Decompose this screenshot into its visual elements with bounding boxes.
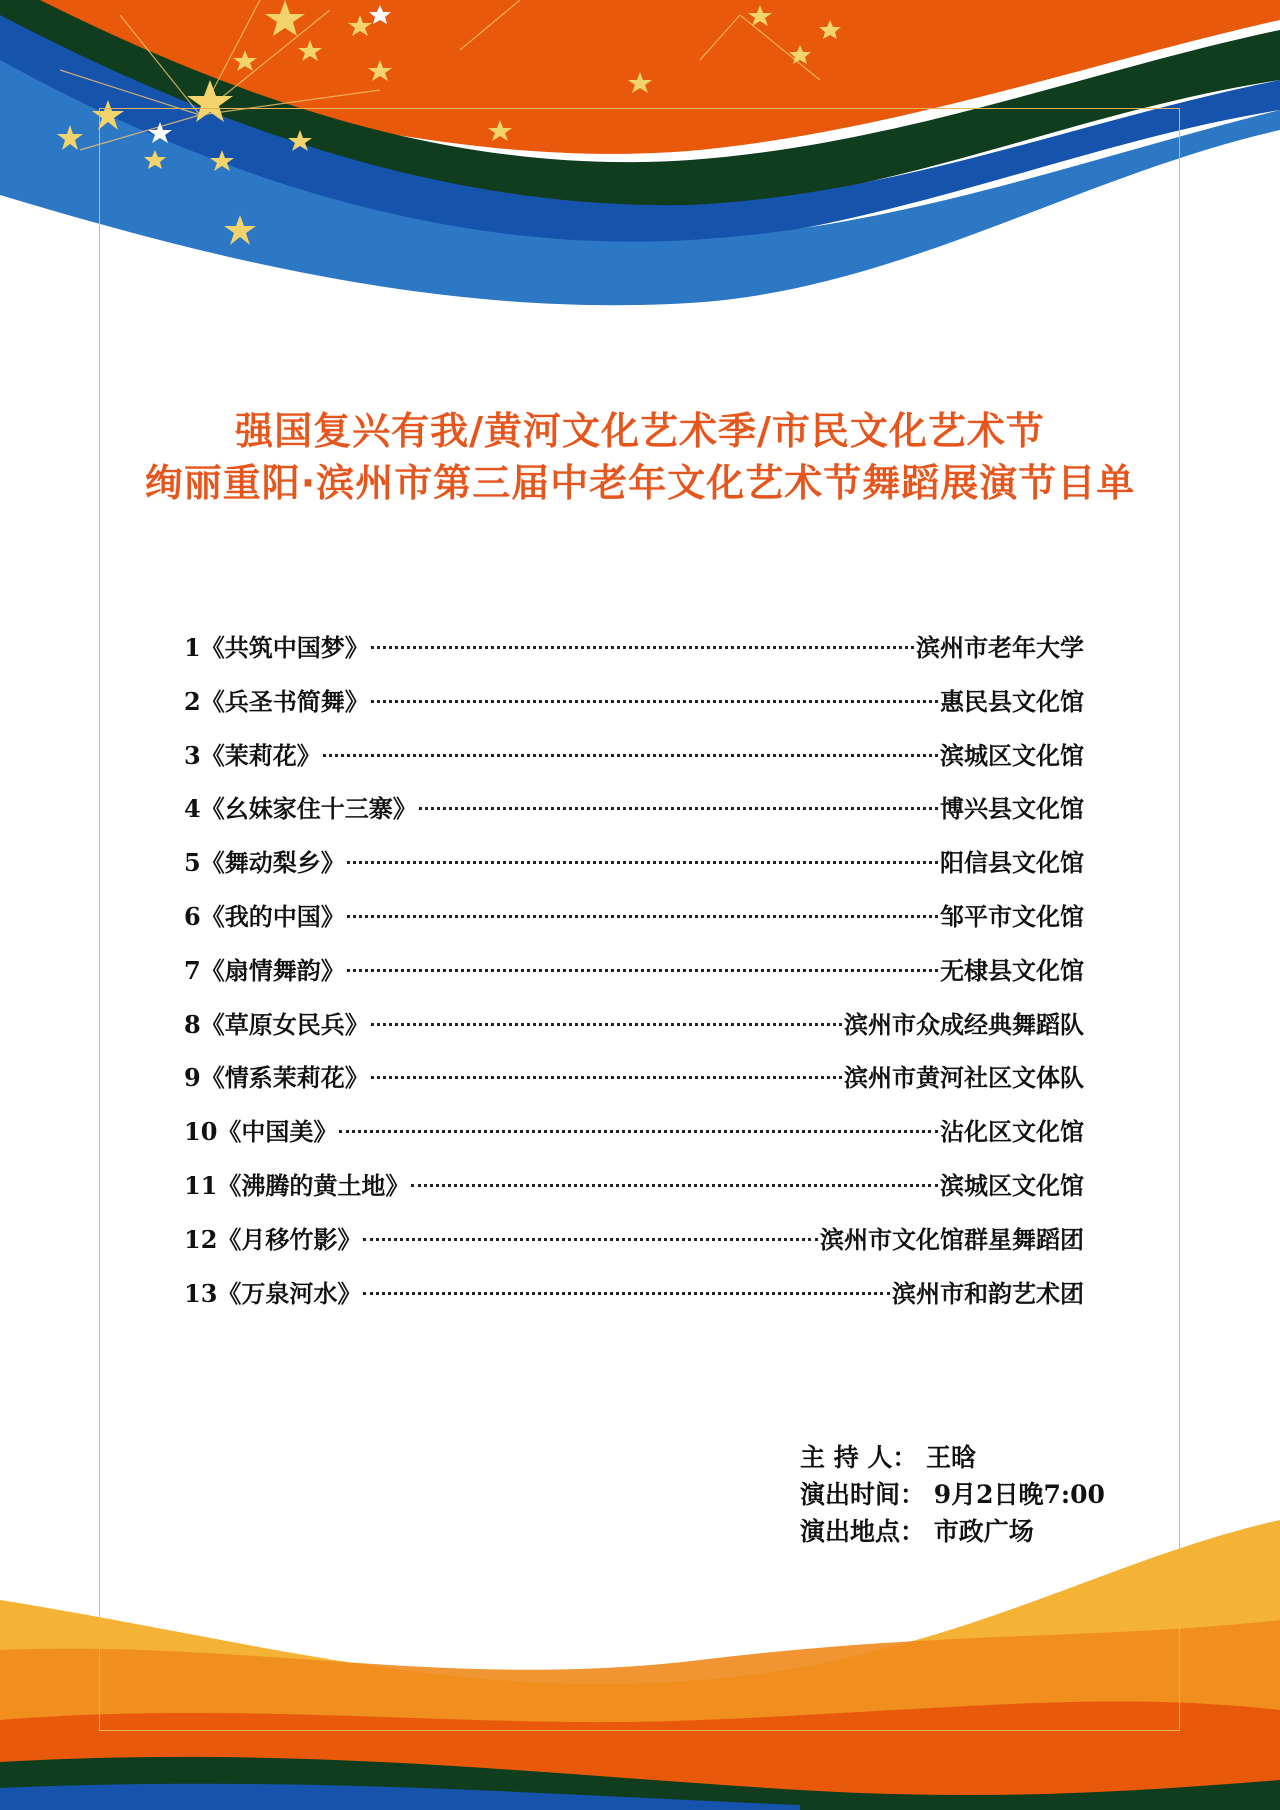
item-performer: 滨城区文化馆 xyxy=(940,1170,1084,1200)
list-item xyxy=(184,1166,1084,1220)
time-row xyxy=(800,1475,1105,1512)
item-number: 9 xyxy=(184,1063,201,1093)
dotted-leader xyxy=(411,1184,938,1187)
host-label: 主 持 人： xyxy=(800,1443,918,1472)
item-title: 《幺妹家住十三寨》 xyxy=(200,794,417,824)
item-performer: 惠民县文化馆 xyxy=(940,686,1084,716)
item-title: 《茉莉花》 xyxy=(200,740,321,770)
list-item xyxy=(184,1112,1084,1166)
item-title: 《万泉河水》 xyxy=(217,1278,362,1308)
item-title: 《共筑中国梦》 xyxy=(200,633,369,662)
list-item xyxy=(184,1220,1084,1274)
item-performer: 阳信县文化馆 xyxy=(940,848,1084,878)
list-item xyxy=(184,951,1084,1005)
item-title: 《沸腾的黄土地》 xyxy=(217,1170,410,1200)
item-performer: 博兴县文化馆 xyxy=(940,794,1084,824)
dotted-leader xyxy=(363,1238,818,1241)
dotted-leader xyxy=(371,700,938,703)
performance-info xyxy=(800,1438,1105,1549)
dotted-leader xyxy=(323,754,938,757)
item-title: 《我的中国》 xyxy=(200,901,345,931)
item-performer: 滨州市文化馆群星舞蹈团 xyxy=(820,1224,1084,1254)
item-number: 12 xyxy=(184,1224,218,1254)
item-performer: 滨州市老年大学 xyxy=(916,633,1084,662)
dotted-leader xyxy=(371,1023,842,1026)
page-title xyxy=(0,405,1280,509)
list-item xyxy=(184,897,1084,951)
time-label: 演出时间： xyxy=(800,1480,926,1509)
item-number: 7 xyxy=(184,955,201,985)
place-value: 市政广场 xyxy=(933,1517,1034,1546)
dotted-leader xyxy=(363,1292,890,1295)
item-number: 2 xyxy=(184,686,201,716)
dotted-leader xyxy=(347,969,938,972)
list-item xyxy=(184,1058,1084,1112)
dotted-leader xyxy=(339,1130,938,1133)
host-row xyxy=(800,1438,1105,1475)
item-title: 《草原女民兵》 xyxy=(200,1009,369,1039)
item-number: 4 xyxy=(184,794,201,824)
item-performer: 滨州市和韵艺术团 xyxy=(892,1278,1084,1308)
item-performer: 滨州市众成经典舞蹈队 xyxy=(844,1009,1084,1039)
program-list xyxy=(184,628,1084,1327)
item-number: 11 xyxy=(184,1170,218,1200)
item-performer: 无棣县文化馆 xyxy=(940,955,1084,985)
item-title: 《中国美》 xyxy=(217,1117,338,1147)
title-line-2: 绚丽重阳·滨州市第三届中老年文化艺术节舞蹈展演节目单 xyxy=(144,461,1136,505)
item-number: 10 xyxy=(184,1117,218,1147)
list-item xyxy=(184,682,1084,736)
item-number: 1 xyxy=(184,633,201,662)
dotted-leader xyxy=(419,807,938,810)
list-item xyxy=(184,1005,1084,1059)
place-row xyxy=(800,1512,1105,1549)
list-item xyxy=(184,628,1084,682)
time-value: 9月2日晚7:00 xyxy=(933,1480,1105,1509)
item-title: 《舞动梨乡》 xyxy=(200,848,345,878)
list-item xyxy=(184,1274,1084,1328)
item-title: 《兵圣书简舞》 xyxy=(200,686,369,716)
place-label: 演出地点： xyxy=(800,1517,926,1546)
item-number: 13 xyxy=(184,1278,218,1308)
item-number: 5 xyxy=(184,848,201,878)
dotted-leader xyxy=(347,915,938,918)
title-line-1: 强国复兴有我/黄河文化艺术季/市民文化艺术节 xyxy=(235,409,1045,453)
list-item xyxy=(184,789,1084,843)
dotted-leader xyxy=(371,1076,842,1079)
item-title: 《扇情舞韵》 xyxy=(200,955,345,985)
item-performer: 邹平市文化馆 xyxy=(940,901,1084,931)
item-number: 8 xyxy=(184,1009,201,1039)
item-number: 3 xyxy=(184,740,201,770)
item-title: 《月移竹影》 xyxy=(217,1224,362,1254)
dotted-leader xyxy=(347,861,938,864)
list-item xyxy=(184,736,1084,790)
host-value: 王晗 xyxy=(926,1443,977,1472)
item-title: 《情系茉莉花》 xyxy=(200,1063,369,1093)
item-performer: 滨城区文化馆 xyxy=(940,740,1084,770)
item-performer: 滨州市黄河社区文体队 xyxy=(844,1063,1084,1093)
item-number: 6 xyxy=(184,901,201,931)
dotted-leader xyxy=(371,646,914,649)
list-item xyxy=(184,843,1084,897)
item-performer: 沾化区文化馆 xyxy=(940,1117,1084,1147)
